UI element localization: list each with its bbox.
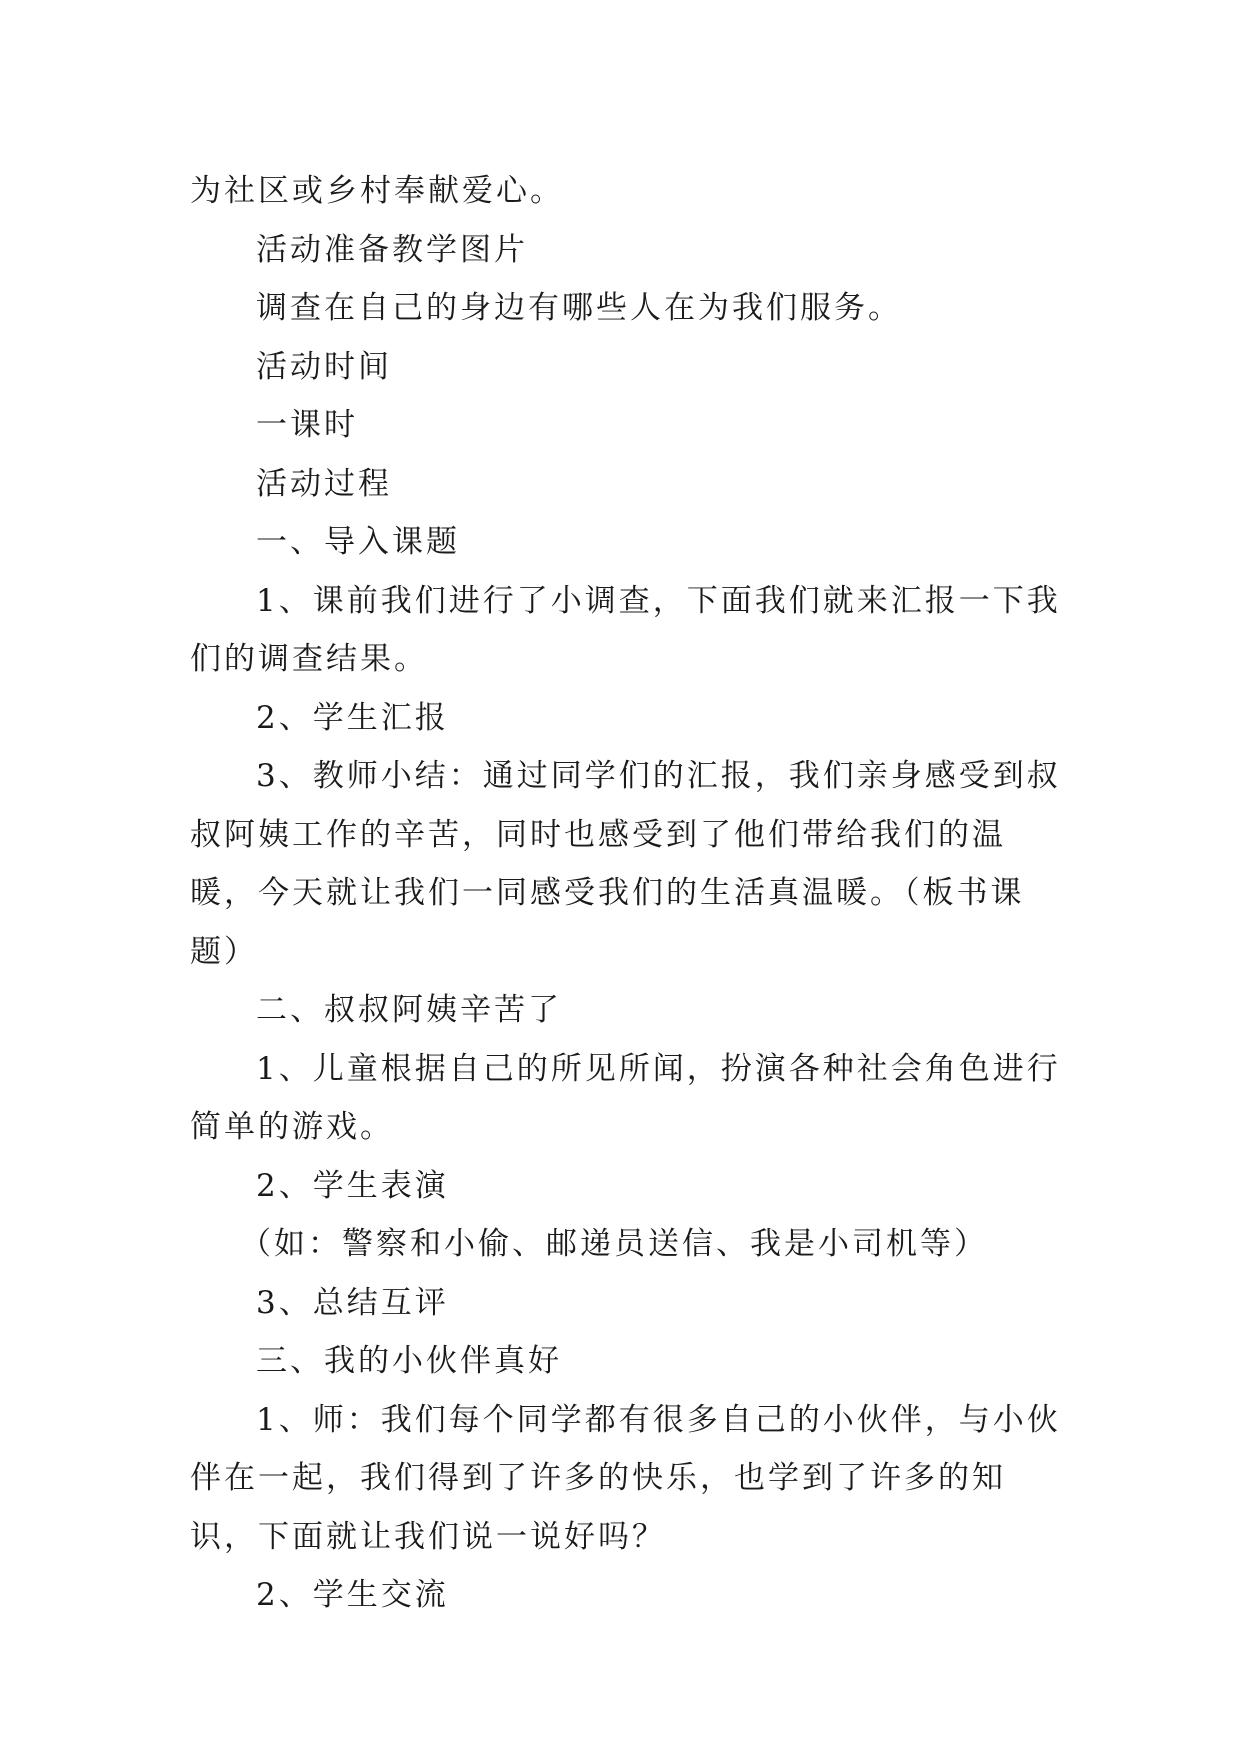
paragraph: 活动准备教学图片 (256, 231, 528, 268)
paragraph: 3、总结互评 (256, 1284, 449, 1321)
paragraph: （如：警察和小偷、邮递员送信、我是小司机等） (240, 1226, 988, 1262)
paragraph: 1、儿童根据自己的所见所闻，扮演各种社会角色进行简单的游戏。 (190, 1050, 1061, 1145)
paragraph: 1、师：我们每个同学都有很多自己的小伙伴，与小伙伴在一起，我们得到了许多的快乐，也学到了许多的知识，下面就让我们说一说好吗？ (190, 1401, 1061, 1555)
section-heading: 二、叔叔阿姨辛苦了 (256, 992, 562, 1028)
document-body (190, 162, 1070, 1625)
paragraph: 一课时 (256, 407, 358, 443)
paragraph: 2、学生表演 (256, 1167, 449, 1204)
paragraph: 活动时间 (256, 348, 392, 385)
paragraph: 1、课前我们进行了小调查，下面我们就来汇报一下我们的调查结果。 (190, 582, 1061, 677)
paragraph: 2、学生交流 (256, 1577, 449, 1613)
paragraph: 为社区或乡村奉献爱心。 (190, 173, 564, 209)
paragraph: 3、教师小结：通过同学们的汇报，我们亲身感受到叔叔阿姨工作的辛苦，同时也感受到了他们带给我们的温暖，今天就让我们一同感受我们的生活真温暖。（板书课题） (190, 758, 1061, 970)
paragraph: 调查在自己的身边有哪些人在为我们服务。 (256, 290, 902, 326)
section-heading: 三、我的小伙伴真好 (256, 1343, 562, 1379)
section-heading: 一、导入课题 (256, 524, 460, 560)
paragraph: 2、学生汇报 (256, 699, 449, 736)
paragraph: 活动过程 (256, 465, 392, 502)
